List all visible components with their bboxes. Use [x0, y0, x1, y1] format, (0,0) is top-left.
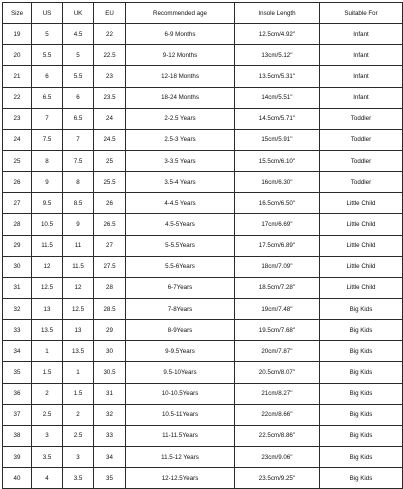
table-row: [3, 150, 403, 171]
cell-suitable-for: Big Kids: [320, 404, 403, 425]
cell-suitable-for: Big Kids: [320, 425, 403, 446]
cell-insole-length: 21cm/8.27'': [235, 383, 320, 404]
cell-recommended-age: 10-10.5Years: [126, 383, 235, 404]
cell-uk: 11.5: [63, 256, 94, 277]
cell-eu: 28.5: [94, 298, 126, 319]
column-header-recommended-age: Recommended age: [126, 3, 235, 24]
cell-uk: 9: [63, 214, 94, 235]
cell-us: 9.5: [32, 193, 63, 214]
cell-size: 34: [3, 341, 32, 362]
cell-eu: 23: [94, 66, 126, 87]
cell-size: 25: [3, 150, 32, 171]
cell-eu: 29: [94, 320, 126, 341]
cell-size: 22: [3, 87, 32, 108]
cell-insole-length: 15cm/5.91'': [235, 129, 320, 150]
cell-uk: 12.5: [63, 298, 94, 319]
cell-eu: 31: [94, 383, 126, 404]
cell-eu: 33: [94, 425, 126, 446]
table-row: [3, 256, 403, 277]
cell-eu: 26.5: [94, 214, 126, 235]
cell-uk: 2: [63, 404, 94, 425]
table-row: [3, 108, 403, 129]
cell-recommended-age: 9-9.5Years: [126, 341, 235, 362]
size-chart: [2, 2, 403, 489]
cell-us: 3.5: [32, 446, 63, 467]
cell-us: 8: [32, 150, 63, 171]
cell-suitable-for: Little Child: [320, 256, 403, 277]
cell-recommended-age: 3.5-4 Years: [126, 172, 235, 193]
cell-insole-length: 19.5cm/7.68'': [235, 320, 320, 341]
table-row: [3, 193, 403, 214]
table-row: [3, 468, 403, 489]
cell-recommended-age: 12-12.5Years: [126, 468, 235, 489]
cell-size: 30: [3, 256, 32, 277]
cell-eu: 26: [94, 193, 126, 214]
table-row: [3, 129, 403, 150]
cell-us: 12.5: [32, 277, 63, 298]
cell-size: 19: [3, 24, 32, 45]
cell-insole-length: 13cm/5.12'': [235, 45, 320, 66]
cell-size: 33: [3, 320, 32, 341]
cell-size: 31: [3, 277, 32, 298]
cell-recommended-age: 2-2.5 Years: [126, 108, 235, 129]
cell-us: 5.5: [32, 45, 63, 66]
cell-us: 2: [32, 383, 63, 404]
size-chart-table: [2, 2, 403, 489]
cell-recommended-age: 9.5-10Years: [126, 362, 235, 383]
cell-recommended-age: 3-3.5 Years: [126, 150, 235, 171]
table-row: [3, 404, 403, 425]
cell-us: 5: [32, 24, 63, 45]
cell-us: 1: [32, 341, 63, 362]
table-body: [3, 24, 403, 489]
cell-suitable-for: Little Child: [320, 193, 403, 214]
cell-uk: 1: [63, 362, 94, 383]
cell-recommended-age: 7-8Years: [126, 298, 235, 319]
table-row: [3, 277, 403, 298]
cell-us: 6.5: [32, 87, 63, 108]
column-header-suitable-for: Suitable For: [320, 3, 403, 24]
cell-insole-length: 19cm/7.48'': [235, 298, 320, 319]
cell-us: 6: [32, 66, 63, 87]
cell-suitable-for: Big Kids: [320, 298, 403, 319]
cell-insole-length: 16.5cm/6.50'': [235, 193, 320, 214]
cell-insole-length: 22.5cm/8.86'': [235, 425, 320, 446]
cell-size: 20: [3, 45, 32, 66]
cell-suitable-for: Big Kids: [320, 383, 403, 404]
cell-insole-length: 23.5cm/9.25'': [235, 468, 320, 489]
cell-insole-length: 17cm/6.69'': [235, 214, 320, 235]
cell-size: 29: [3, 235, 32, 256]
cell-uk: 8.5: [63, 193, 94, 214]
cell-suitable-for: Toddler: [320, 129, 403, 150]
cell-recommended-age: 2.5-3 Years: [126, 129, 235, 150]
cell-eu: 28: [94, 277, 126, 298]
cell-insole-length: 20cm/7.87'': [235, 341, 320, 362]
cell-recommended-age: 5.5-6Years: [126, 256, 235, 277]
cell-eu: 30: [94, 341, 126, 362]
cell-size: 38: [3, 425, 32, 446]
cell-recommended-age: 12-18 Months: [126, 66, 235, 87]
cell-us: 12: [32, 256, 63, 277]
cell-eu: 32: [94, 404, 126, 425]
cell-suitable-for: Toddler: [320, 150, 403, 171]
cell-recommended-age: 8-9Years: [126, 320, 235, 341]
cell-recommended-age: 11.5-12 Years: [126, 446, 235, 467]
cell-recommended-age: 11-11.5Years: [126, 425, 235, 446]
table-row: [3, 87, 403, 108]
cell-uk: 7.5: [63, 150, 94, 171]
cell-insole-length: 17.5cm/6.89'': [235, 235, 320, 256]
cell-eu: 27.5: [94, 256, 126, 277]
cell-insole-length: 14cm/5.51'': [235, 87, 320, 108]
cell-recommended-age: 10.5-11Years: [126, 404, 235, 425]
cell-us: 2.5: [32, 404, 63, 425]
cell-suitable-for: Toddler: [320, 172, 403, 193]
table-row: [3, 446, 403, 467]
cell-uk: 13.5: [63, 341, 94, 362]
cell-size: 39: [3, 446, 32, 467]
cell-uk: 3.5: [63, 468, 94, 489]
column-header-eu: EU: [94, 3, 126, 24]
cell-uk: 13: [63, 320, 94, 341]
cell-insole-length: 18.5cm/7.28'': [235, 277, 320, 298]
cell-insole-length: 23cm/9.06'': [235, 446, 320, 467]
table-row: [3, 214, 403, 235]
cell-eu: 24.5: [94, 129, 126, 150]
cell-recommended-age: 5-5.5Years: [126, 235, 235, 256]
cell-eu: 23.5: [94, 87, 126, 108]
table-row: [3, 341, 403, 362]
table-row: [3, 66, 403, 87]
cell-us: 9: [32, 172, 63, 193]
cell-suitable-for: Infant: [320, 87, 403, 108]
cell-suitable-for: Big Kids: [320, 362, 403, 383]
table-row: [3, 425, 403, 446]
cell-recommended-age: 6-7Years: [126, 277, 235, 298]
cell-eu: 25.5: [94, 172, 126, 193]
cell-us: 13.5: [32, 320, 63, 341]
cell-eu: 35: [94, 468, 126, 489]
cell-suitable-for: Toddler: [320, 108, 403, 129]
cell-uk: 6: [63, 87, 94, 108]
cell-size: 24: [3, 129, 32, 150]
cell-recommended-age: 18-24 Months: [126, 87, 235, 108]
cell-suitable-for: Little Child: [320, 277, 403, 298]
cell-uk: 2.5: [63, 425, 94, 446]
cell-suitable-for: Infant: [320, 66, 403, 87]
cell-uk: 11: [63, 235, 94, 256]
cell-uk: 5: [63, 45, 94, 66]
cell-us: 4: [32, 468, 63, 489]
cell-size: 37: [3, 404, 32, 425]
cell-us: 13: [32, 298, 63, 319]
cell-size: 23: [3, 108, 32, 129]
cell-uk: 5.5: [63, 66, 94, 87]
cell-suitable-for: Little Child: [320, 214, 403, 235]
cell-insole-length: 13.5cm/5.31'': [235, 66, 320, 87]
cell-suitable-for: Big Kids: [320, 468, 403, 489]
cell-size: 32: [3, 298, 32, 319]
cell-insole-length: 20.5cm/8.07'': [235, 362, 320, 383]
table-row: [3, 172, 403, 193]
cell-insole-length: 14.5cm/5.71'': [235, 108, 320, 129]
cell-suitable-for: Big Kids: [320, 320, 403, 341]
cell-us: 11.5: [32, 235, 63, 256]
table-row: [3, 298, 403, 319]
cell-us: 3: [32, 425, 63, 446]
cell-eu: 24: [94, 108, 126, 129]
cell-recommended-age: 9-12 Months: [126, 45, 235, 66]
cell-recommended-age: 4.5-5Years: [126, 214, 235, 235]
cell-size: 35: [3, 362, 32, 383]
cell-uk: 4.5: [63, 24, 94, 45]
cell-eu: 27: [94, 235, 126, 256]
cell-insole-length: 12.5cm/4.92'': [235, 24, 320, 45]
cell-uk: 7: [63, 129, 94, 150]
cell-size: 21: [3, 66, 32, 87]
table-row: [3, 383, 403, 404]
cell-eu: 22: [94, 24, 126, 45]
cell-suitable-for: Big Kids: [320, 446, 403, 467]
cell-size: 26: [3, 172, 32, 193]
cell-us: 10.5: [32, 214, 63, 235]
table-row: [3, 362, 403, 383]
table-header-row: [3, 3, 403, 24]
cell-uk: 3: [63, 446, 94, 467]
table-row: [3, 24, 403, 45]
cell-size: 40: [3, 468, 32, 489]
column-header-insole-length: Insole Length: [235, 3, 320, 24]
cell-uk: 6.5: [63, 108, 94, 129]
cell-uk: 8: [63, 172, 94, 193]
column-header-us: US: [32, 3, 63, 24]
cell-insole-length: 15.5cm/6.10'': [235, 150, 320, 171]
cell-size: 27: [3, 193, 32, 214]
cell-size: 28: [3, 214, 32, 235]
cell-eu: 22.5: [94, 45, 126, 66]
cell-eu: 34: [94, 446, 126, 467]
cell-uk: 12: [63, 277, 94, 298]
cell-us: 7: [32, 108, 63, 129]
cell-us: 1.5: [32, 362, 63, 383]
table-row: [3, 45, 403, 66]
cell-eu: 25: [94, 150, 126, 171]
cell-uk: 1.5: [63, 383, 94, 404]
column-header-size: Size: [3, 3, 32, 24]
cell-suitable-for: Infant: [320, 24, 403, 45]
cell-insole-length: 22cm/8.66'': [235, 404, 320, 425]
column-header-uk: UK: [63, 3, 94, 24]
cell-insole-length: 16cm/6.30'': [235, 172, 320, 193]
cell-us: 7.5: [32, 129, 63, 150]
table-row: [3, 235, 403, 256]
cell-recommended-age: 6-9 Months: [126, 24, 235, 45]
cell-suitable-for: Infant: [320, 45, 403, 66]
cell-eu: 30.5: [94, 362, 126, 383]
cell-suitable-for: Big Kids: [320, 341, 403, 362]
cell-size: 36: [3, 383, 32, 404]
table-row: [3, 320, 403, 341]
cell-recommended-age: 4-4.5 Years: [126, 193, 235, 214]
cell-insole-length: 18cm/7.09'': [235, 256, 320, 277]
cell-suitable-for: Little Child: [320, 235, 403, 256]
